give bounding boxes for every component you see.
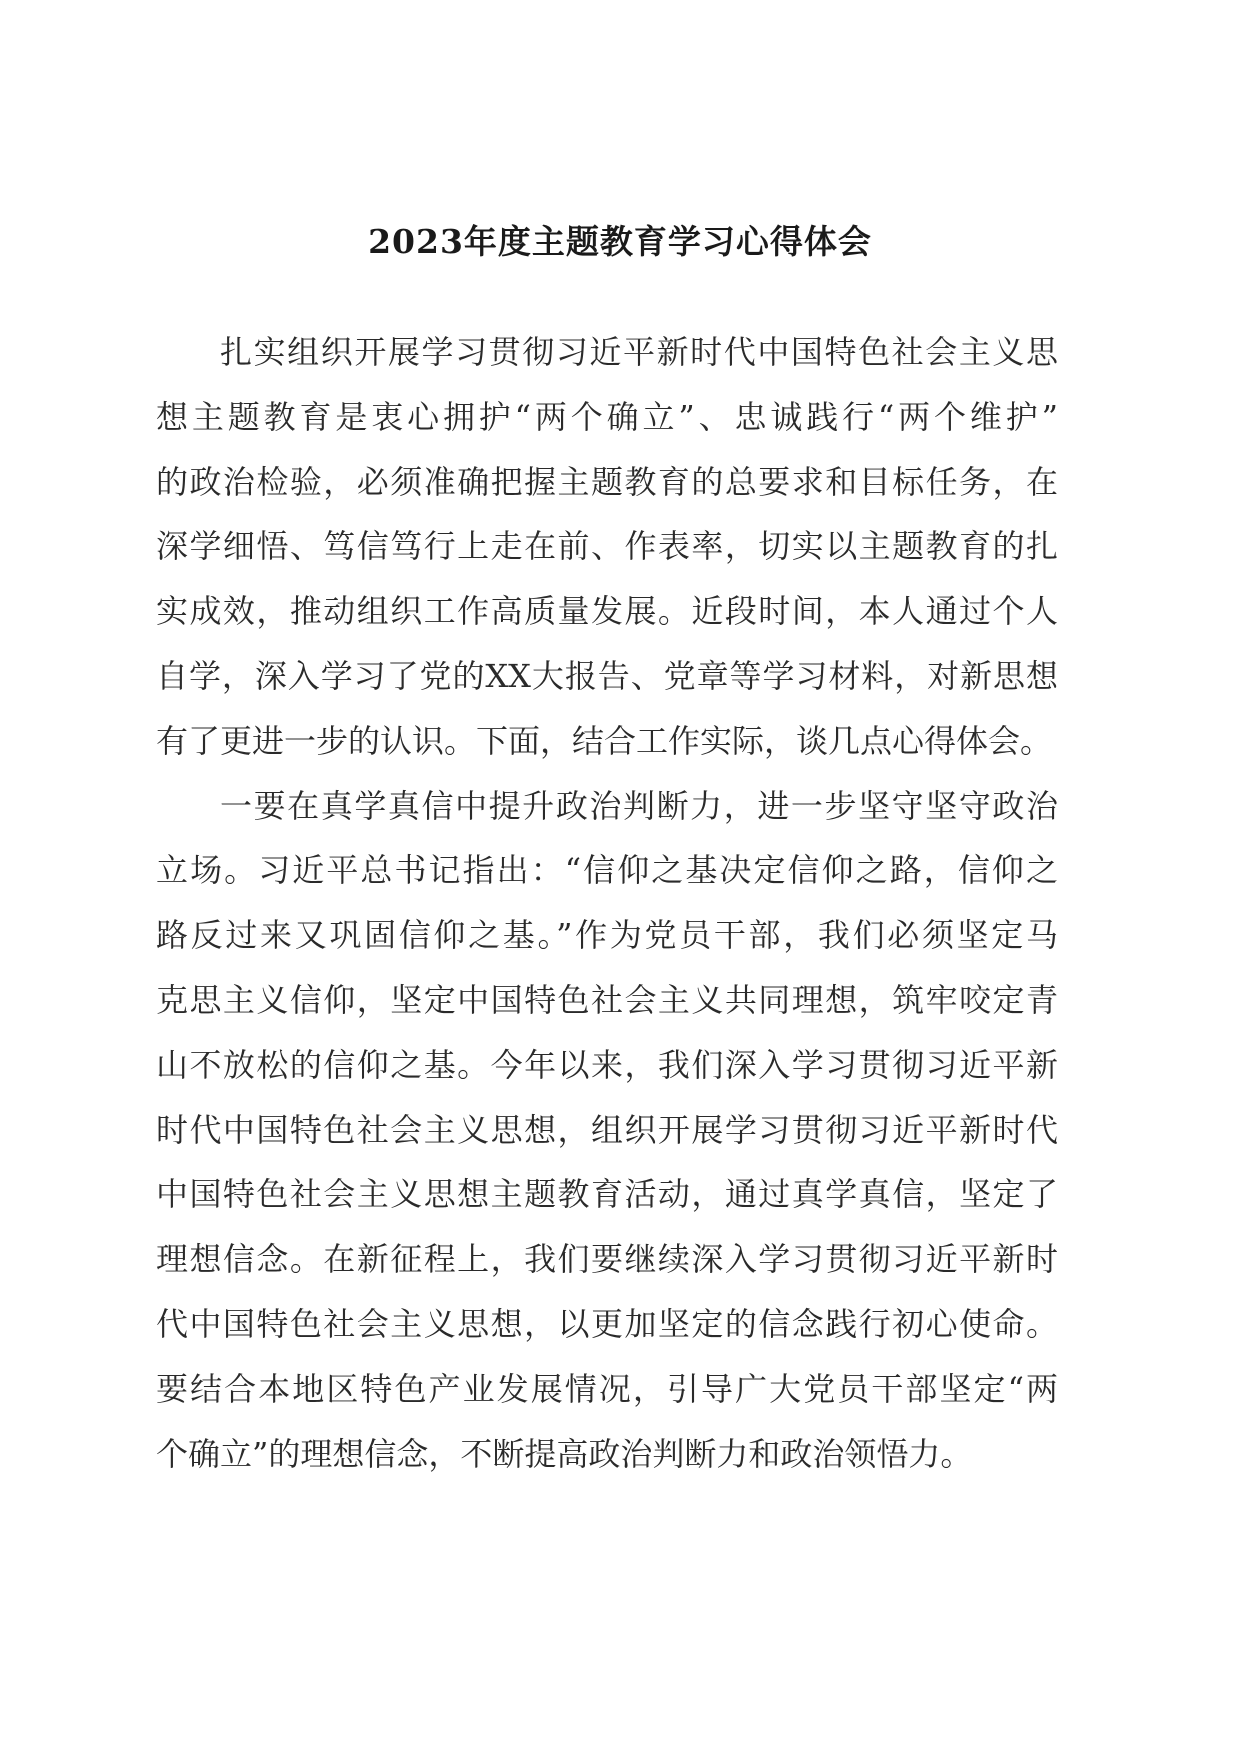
- paragraph-line: 理想信念。在新征程上，我们要继续深入学习贯彻习近平新时: [156, 1240, 1058, 1279]
- paragraph-line: 实成效，推动组织工作高质量发展。近段时间，本人通过个人: [156, 592, 1058, 631]
- paragraph-line: 自学，深入学习了党的XX大报告、党章等学习材料，对新思想: [156, 656, 1058, 695]
- paragraph-line: 扎实组织开展学习贯彻习近平新时代中国特色社会主义思: [220, 333, 1058, 371]
- paragraph-2: [156, 774, 1058, 1487]
- paragraph-line: 想主题教育是衷心拥护“两个确立”、忠诚践行“两个维护”: [156, 397, 1058, 436]
- paragraph-line: 路反过来又巩固信仰之基。”作为党员干部，我们必须坚定马: [156, 916, 1058, 955]
- paragraph-line: 代中国特色社会主义思想，以更加坚定的信念践行初心使命。: [156, 1304, 1058, 1343]
- paragraph-1: [156, 320, 1058, 774]
- paragraph-line: 立场。习近平总书记指出：“信仰之基决定信仰之路，信仰之: [156, 851, 1058, 890]
- paragraph-line: 时代中国特色社会主义思想，组织开展学习贯彻习近平新时代: [156, 1110, 1058, 1149]
- paragraph-line: 山不放松的信仰之基。今年以来，我们深入学习贯彻习近平新: [156, 1045, 1058, 1084]
- document-body: [156, 320, 1058, 1486]
- paragraph-line: 个确立”的理想信念，不断提高政治判断力和政治领悟力。: [156, 1434, 973, 1473]
- paragraph-line: 一要在真学真信中提升政治判断力，进一步坚守坚守政治: [220, 786, 1058, 825]
- paragraph-line: 要结合本地区特色产业发展情况，引导广大党员干部坚定“两: [156, 1369, 1058, 1408]
- document-title: 2023年度主题教育学习心得体会: [368, 222, 872, 261]
- paragraph-line: 有了更进一步的认识。下面，结合工作实际，谈几点心得体会。: [156, 721, 1053, 760]
- paragraph-line: 中国特色社会主义思想主题教育活动，通过真学真信，坚定了: [156, 1175, 1058, 1214]
- paragraph-line: 深学细悟、笃信笃行上走在前、作表率，切实以主题教育的扎: [156, 527, 1058, 566]
- paragraph-line: 的政治检验，必须准确把握主题教育的总要求和目标任务，在: [156, 462, 1058, 501]
- paragraph-line: 克思主义信仰，坚定中国特色社会主义共同理想，筑牢咬定青: [156, 980, 1058, 1019]
